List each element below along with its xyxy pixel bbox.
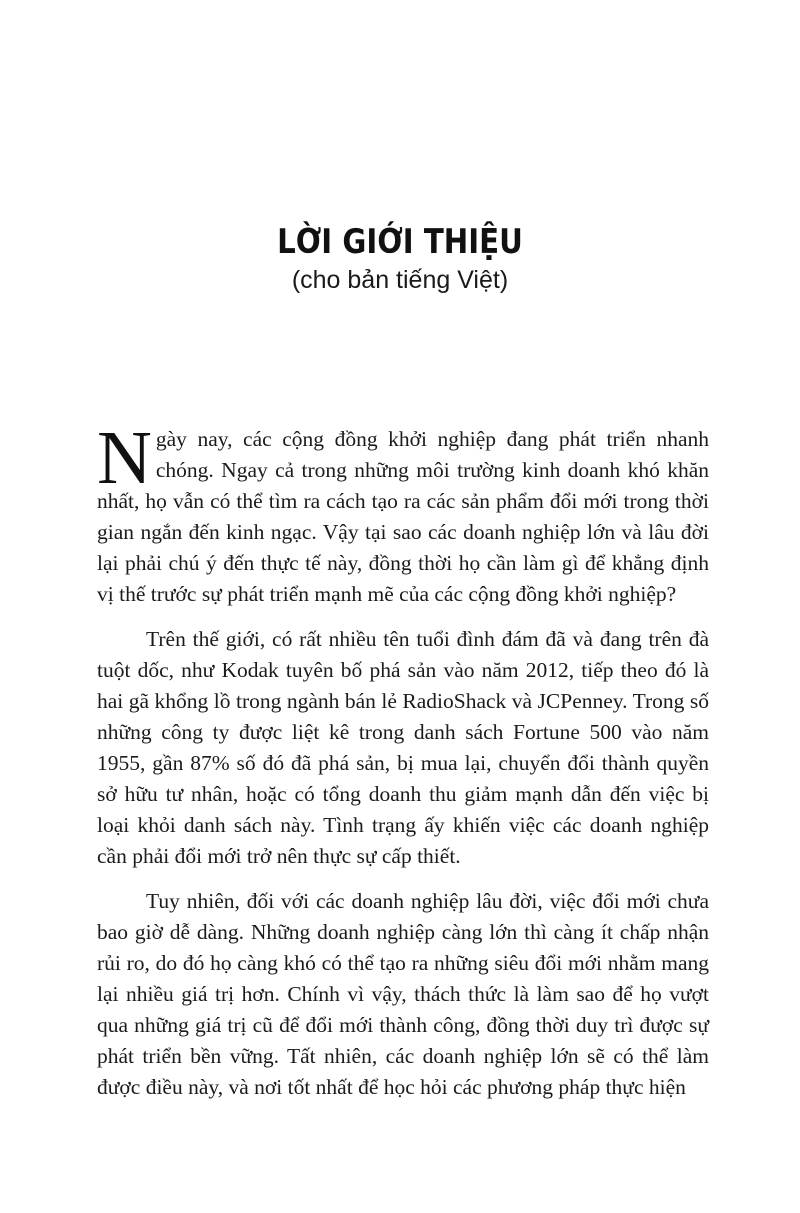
drop-cap: N (97, 416, 152, 500)
paragraph-2: Trên thế giới, có rất nhiều tên tuổi đình đám đã và đang trên đà tuột dốc, như Kodak tuyên bố phá sản vào năm 2012, tiếp theo đó là hai gã khổng lồ trong ngành bán lẻ RadioShack và JCPenney. Trong số những công ty được liệt kê trong danh sách Fortune 500 vào năm 1955, gần 87% số đó đã phá sản, bị mua lại, chuyển đổi thành quyền sở hữu tư nhân, hoặc có tổng doanh thu giảm mạnh dẫn đến việc bị loại khỏi danh sách này. Tình trạng ấy khiến việc các doanh nghiệp cần phải đổi mới trở nên thực sự cấp thiết. (97, 627, 709, 868)
paragraph-1 (97, 416, 709, 610)
chapter-title: LỜI GIỚI THIỆU (277, 222, 523, 262)
chapter-subtitle: (cho bản tiếng Việt) (291, 266, 509, 294)
body-text (97, 416, 709, 1117)
paragraph-1-text: gày nay, các cộng đồng khởi nghiệp đang phát triển nhanh chóng. Ngay cả trong những môi trường kinh doanh khó khăn nhất, họ vẫn có thể tìm ra cách tạo ra các sản phẩm đổi mới trong thời gian ngắn đến kinh ngạc. Vậy tại sao các doanh nghiệp lớn và lâu đời lại phải chú ý đến thực tế này, đồng thời họ cần làm gì để khẳng định vị thế trước sự phát triển mạnh mẽ của các cộng đồng khởi nghiệp? (97, 427, 709, 606)
paragraph-3: Tuy nhiên, đối với các doanh nghiệp lâu đời, việc đổi mới chưa bao giờ dễ dàng. Những doanh nghiệp càng lớn thì càng ít chấp nhận rủi ro, do đó họ càng khó có thể tạo ra những siêu đổi mới nhằm mang lại nhiều giá trị hơn. Chính vì vậy, thách thức là làm sao để họ vượt qua những giá trị cũ để đổi mới thành công, đồng thời duy trì được sự phát triển bền vững. Tất nhiên, các doanh nghiệp lớn sẽ có thể làm được điều này, và nơi tốt nhất để học hỏi các phương pháp thực hiện (97, 889, 709, 1099)
